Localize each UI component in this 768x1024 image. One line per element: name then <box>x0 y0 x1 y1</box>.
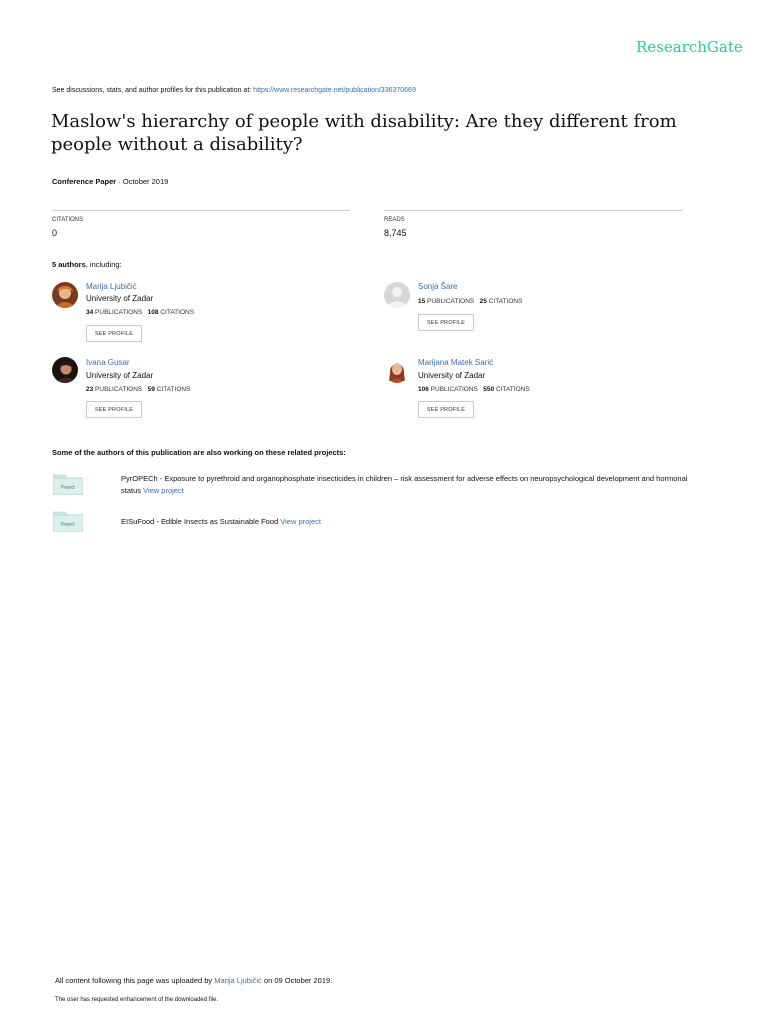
discussion-line <box>52 87 416 94</box>
project-item <box>121 473 701 497</box>
author-institution: University of Zadar <box>86 371 154 380</box>
reads-value: 8,745 <box>384 228 407 238</box>
uploader-link[interactable]: Marija Ljubičić <box>214 976 262 985</box>
project-folder-icon[interactable] <box>53 473 83 495</box>
author-stats: 106 PUBLICATIONS 550 CITATIONS <box>418 386 530 393</box>
publication-url-link[interactable]: https://www.researchgate.net/publication/336370669 <box>253 87 416 94</box>
author-stats: 15 PUBLICATIONS 25 CITATIONS <box>418 298 523 305</box>
publication-type-line <box>52 177 168 186</box>
publication-type: Conference Paper <box>52 177 117 186</box>
avatar[interactable] <box>52 357 78 383</box>
author-photo-icon <box>52 282 78 308</box>
authors-count: 5 authors <box>52 260 86 269</box>
author-stats: 23 PUBLICATIONS 59 CITATIONS <box>86 386 191 393</box>
publication-date: · October 2019 <box>116 177 169 186</box>
see-profile-button[interactable]: SEE PROFILE <box>86 401 142 418</box>
default-avatar-icon <box>384 282 410 308</box>
reads-divider <box>384 210 682 211</box>
see-profile-button[interactable]: SEE PROFILE <box>86 325 142 342</box>
author-name-link[interactable]: Marijana Matek Sarić <box>418 358 494 367</box>
project-folder-icon[interactable] <box>53 510 83 532</box>
author-photo-icon <box>52 357 78 383</box>
project-text: EISuFood - Edible Insects as Sustainable Food <box>121 517 281 526</box>
project-item <box>121 516 701 528</box>
avatar[interactable] <box>384 282 410 308</box>
avatar[interactable] <box>52 282 78 308</box>
citations-label: CITATIONS <box>52 217 84 223</box>
author-stats: 34 PUBLICATIONS 108 CITATIONS <box>86 309 195 316</box>
author-institution: University of Zadar <box>418 371 486 380</box>
related-projects-header: Some of the authors of this publication are also working on these related projects: <box>52 448 346 457</box>
discussion-text: See discussions, stats, and author profiles for this publication at: <box>52 87 254 94</box>
see-profile-button[interactable]: SEE PROFILE <box>418 401 474 418</box>
project-icon-label: Project <box>61 521 75 527</box>
author-institution: University of Zadar <box>86 294 154 303</box>
view-project-link[interactable]: View project <box>143 486 184 495</box>
author-name-link[interactable]: Sonja Šare <box>418 282 458 291</box>
author-name-link[interactable]: Marija Ljubičić <box>86 282 137 291</box>
reads-label: READS <box>384 217 405 223</box>
citations-divider <box>52 210 350 211</box>
see-profile-button[interactable]: SEE PROFILE <box>418 314 474 331</box>
enhancement-note: The user has requested enhancement of the downloaded file. <box>55 997 219 1003</box>
upload-footer: All content following this page was uploaded by Marija Ljubičić on 09 October 2019. <box>55 976 333 985</box>
citations-value: 0 <box>52 228 58 238</box>
avatar[interactable] <box>384 357 410 383</box>
author-photo-icon <box>384 357 410 383</box>
authors-suffix: , including: <box>85 260 122 269</box>
researchgate-logo[interactable]: ResearchGate <box>636 38 743 56</box>
view-project-link[interactable]: View project <box>280 517 321 526</box>
publication-title: Maslow's hierarchy of people with disability: Are they different from people without a disability? <box>51 111 677 155</box>
author-name-link[interactable]: Ivana Gusar <box>86 358 130 367</box>
authors-header <box>52 260 122 269</box>
project-text: PyrOPECh - Exposure to pyrethroid and organophosphate insecticides in children – risk assessment for adverse effects on neuropsychological development and hormonal status <box>121 474 688 495</box>
project-icon-label: Project <box>61 484 75 490</box>
